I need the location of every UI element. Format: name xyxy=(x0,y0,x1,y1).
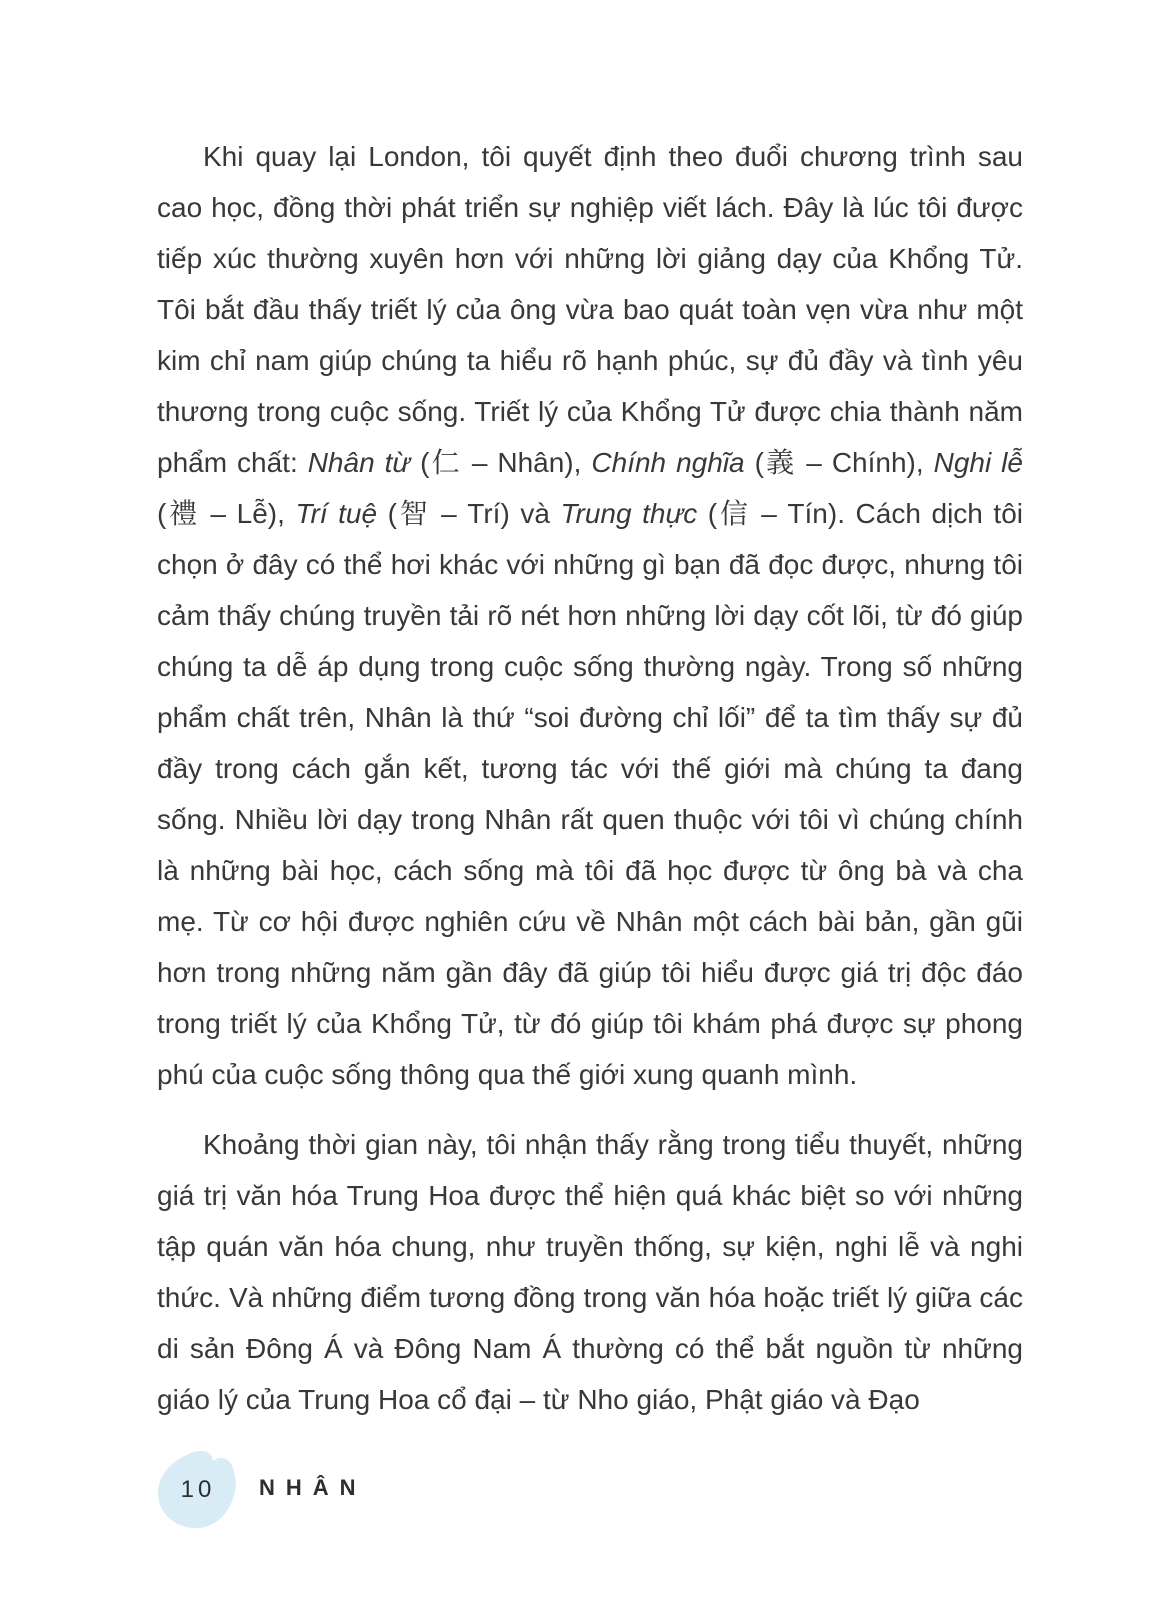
italic-term: Chính nghĩa xyxy=(591,447,745,478)
text-run: (仁 – Nhân), xyxy=(410,447,592,478)
page-footer xyxy=(155,1447,555,1537)
text-run: (智 – Trí) và xyxy=(377,498,561,529)
paragraph xyxy=(157,1119,1023,1425)
paragraph xyxy=(157,131,1023,1100)
text-run: (信 – Tín). Cách dịch tôi chọn ở đây có thể hơi khác với những gì bạn đã đọc được, nhưng tôi cảm thấy chúng truyền tải rõ nét hơn những lời dạy cốt lõi, từ đó giúp chúng ta dễ áp dụng trong cuộc sống thường ngày. Trong số những phẩm chất trên, Nhân là thứ “soi đường chỉ lối” để ta tìm thấy sự đủ đầy trong cách gắn kết, tương tác với thế giới mà chúng ta đang sống. Nhiều lời dạy trong Nhân rất quen thuộc với tôi vì chúng chính là những bài học, cách sống mà tôi đã học được từ ông bà và cha mẹ. Từ cơ hội được nghiên cứu về Nhân một cách bài bản, gần gũi hơn trong những năm gần đây đã giúp tôi hiểu được giá trị độc đáo trong triết lý của Khổng Tử, từ đó giúp tôi khám phá được sự phong phú của cuộc sống thông qua thế giới xung quanh mình. xyxy=(157,498,1024,1090)
page-number: 10 xyxy=(180,1476,216,1503)
text-run: (禮 – Lễ), xyxy=(157,498,296,529)
page-body xyxy=(157,131,1023,1444)
italic-term: Trí tuệ xyxy=(295,498,378,529)
page-number-blob xyxy=(155,1447,237,1533)
italic-term: Nhân từ xyxy=(307,447,411,478)
book-title: NHÂN xyxy=(259,1475,367,1500)
italic-term: Nghi lễ xyxy=(933,447,1023,478)
text-run: Khoảng thời gian này, tôi nhận thấy rằng trong tiểu thuyết, những giá trị văn hóa Trung Hoa được thể hiện quá khác biệt so với những tập quán văn hóa chung, như truyền thống, sự kiện, nghi lễ và nghi thức. Và những điểm tương đồng trong văn hóa hoặc triết lý giữa các di sản Đông Á và Đông Nam Á thường có thể bắt nguồn từ những giáo lý của Trung Hoa cổ đại – từ Nho giáo, Phật giáo và Đạo xyxy=(157,1129,1023,1415)
italic-term: Trung thực xyxy=(560,498,698,529)
text-run: (義 – Chính), xyxy=(744,447,934,478)
text-run: Khi quay lại London, tôi quyết định theo đuổi chương trình sau cao học, đồng thời phát triển sự nghiệp viết lách. Đây là lúc tôi được tiếp xúc thường xuyên hơn với những lời giảng dạy của Khổng Tử. Tôi bắt đầu thấy triết lý của ông vừa bao quát toàn vẹn vừa như một kim chỉ nam giúp chúng ta hiểu rõ hạnh phúc, sự đủ đầy và tình yêu thương trong cuộc sống. Triết lý của Khổng Tử được chia thành năm phẩm chất: xyxy=(157,141,1023,478)
